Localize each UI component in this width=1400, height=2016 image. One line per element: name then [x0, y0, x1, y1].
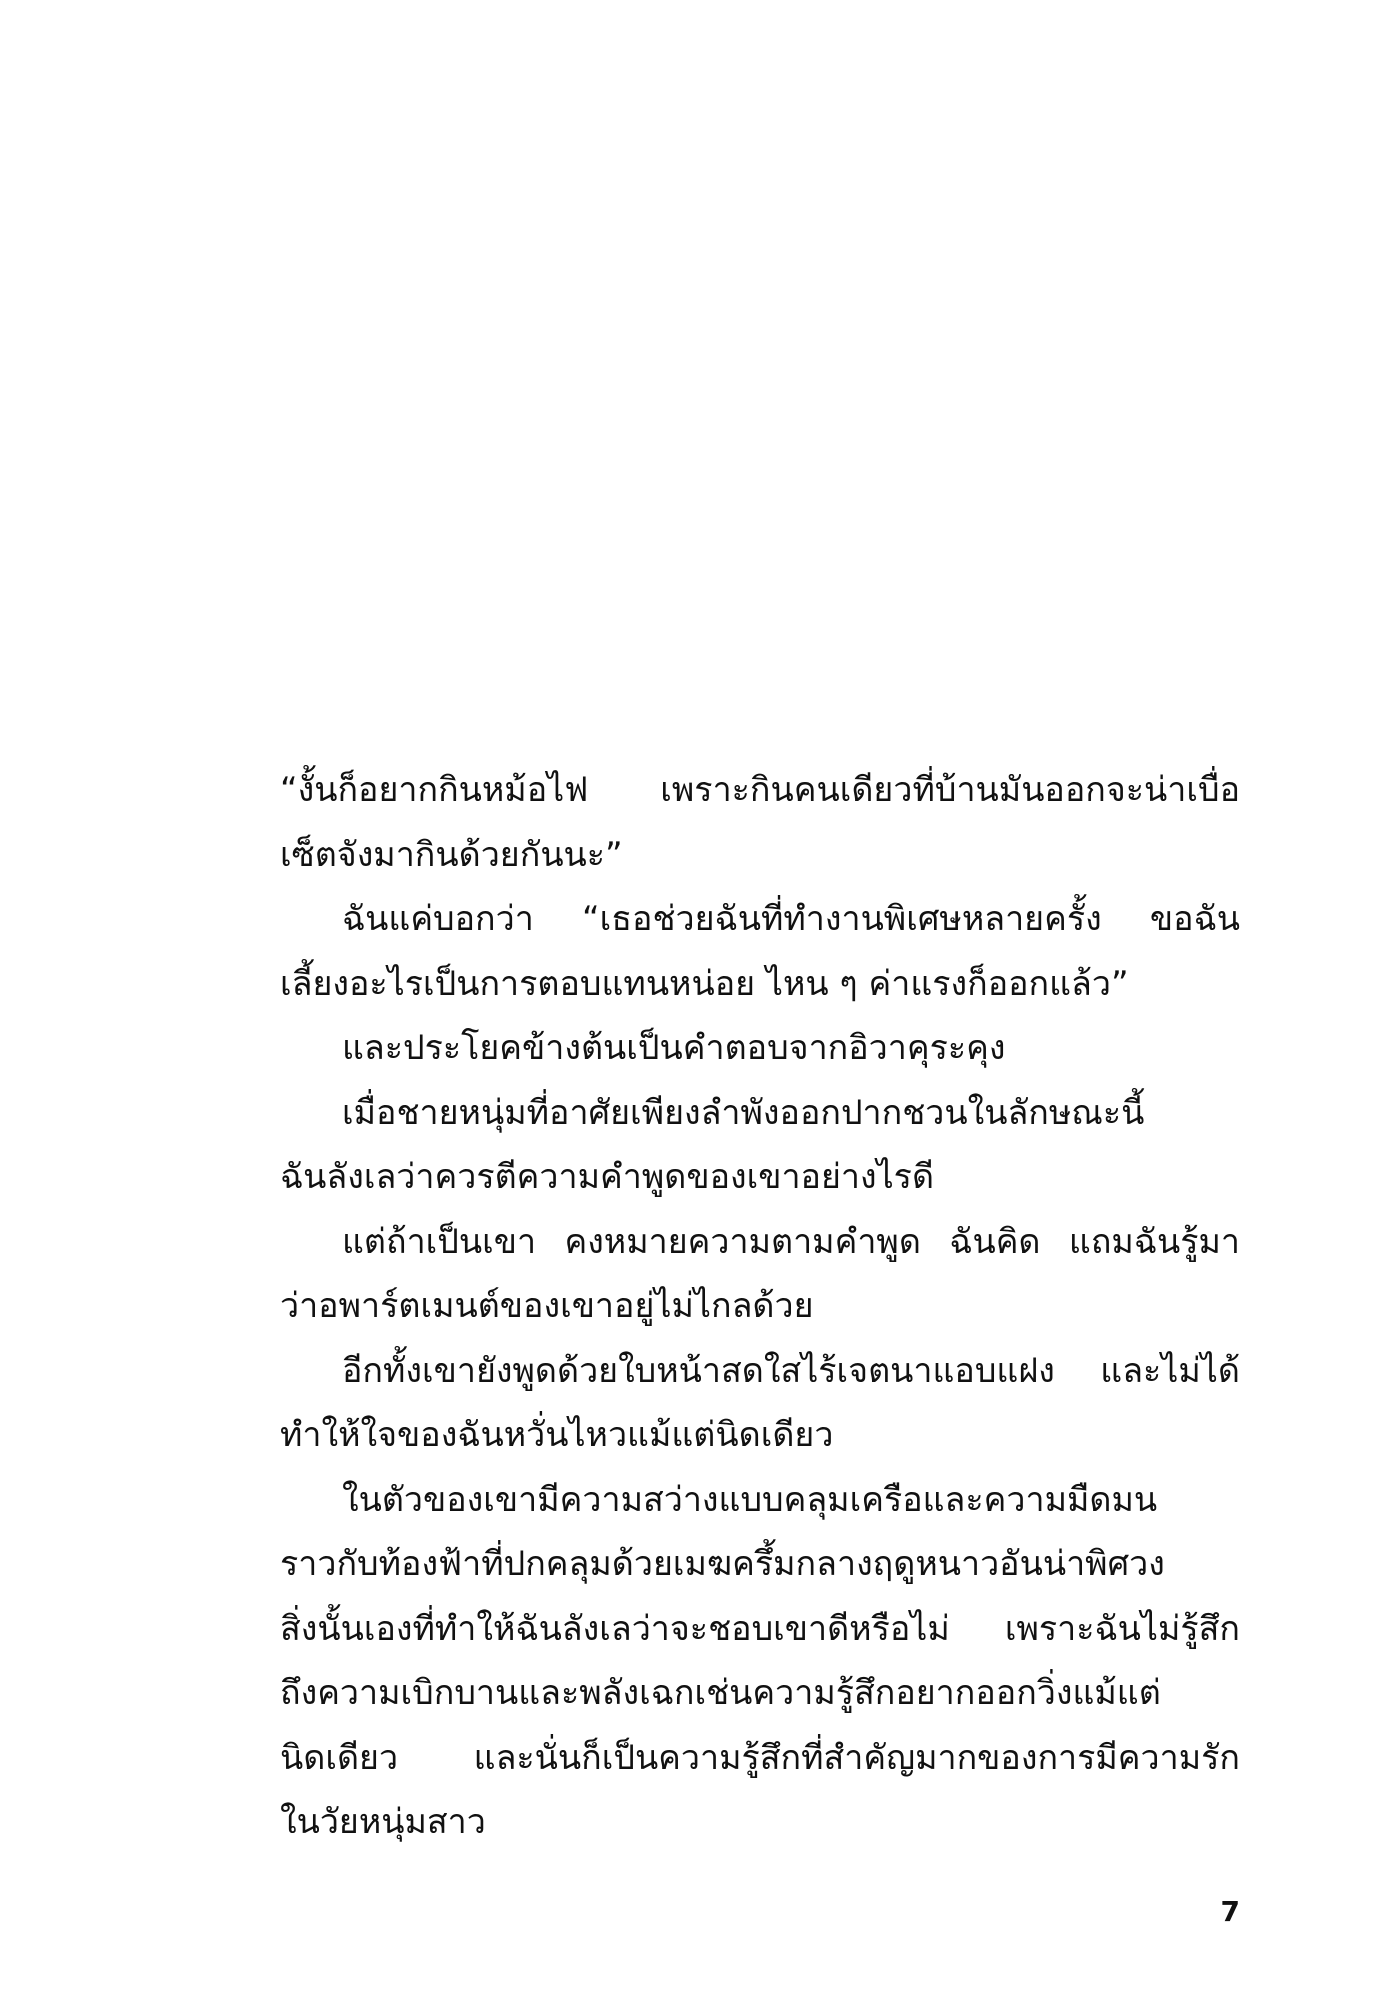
text-line: ว่าอพาร์ตเมนต์ของเขาอยู่ไม่ไกลด้วย: [280, 1286, 814, 1326]
text-line: แต่ถ้าเป็นเขา คงหมายความตามคำพูด ฉันคิด แถมฉันรู้มา: [342, 1221, 1240, 1262]
text-line: ถึงความเบิกบานและพลังเฉกเช่นความรู้สึกอยากออกวิ่งแม้แต่: [280, 1673, 1161, 1713]
text-line: ราวกับท้องฟ้าที่ปกคลุมด้วยเมฆครึ้มกลางฤดูหนาวอันน่าพิศวง: [280, 1544, 1165, 1584]
text-line: ฉันแค่บอกว่า “เธอช่วยฉันที่ทำงานพิเศษหลายครั้ง ขอฉัน: [342, 899, 1240, 939]
text-line: ทำให้ใจของฉันหวั่นไหวแม้แต่นิดเดียว: [280, 1415, 834, 1455]
text-line: สิ่งนั้นเองที่ทำให้ฉันลังเลว่าจะชอบเขาดีหรือไม่ เพราะฉันไม่รู้สึก: [280, 1608, 1240, 1649]
page-number: 7: [1220, 1895, 1240, 1928]
text-line: ในตัวของเขามีความสว่างแบบคลุมเครือและความมืดมน: [342, 1479, 1158, 1520]
text-line: ฉันลังเลว่าควรตีความคำพูดของเขาอย่างไรดี: [280, 1157, 935, 1197]
text-line: อีกทั้งเขายังพูดด้วยใบหน้าสดใสไร้เจตนาแอบแฝง และไม่ได้: [342, 1350, 1240, 1391]
text-line: “งั้นก็อยากกินหม้อไฟ เพราะกินคนเดียวที่บ้านมันออกจะน่าเบื่อ: [280, 770, 1240, 810]
text-line: นิดเดียว และนั่นก็เป็นความรู้สึกที่สำคัญมากของการมีความรัก: [280, 1737, 1240, 1778]
text-line: เซ็ตจังมากินด้วยกันนะ”: [280, 834, 623, 875]
text-line: เมื่อชายหนุ่มที่อาศัยเพียงลำพังออกปากชวนในลักษณะนี้: [342, 1092, 1145, 1133]
text-line: และประโยคข้างต้นเป็นคำตอบจากอิวาคุระคุง: [342, 1028, 1006, 1068]
text-line: ในวัยหนุ่มสาว: [280, 1802, 486, 1842]
text-line: เลี้ยงอะไรเป็นการตอบแทนหน่อย ไหน ๆ ค่าแรงก็ออกแล้ว”: [280, 963, 1129, 1004]
body-text: [280, 758, 1240, 1855]
